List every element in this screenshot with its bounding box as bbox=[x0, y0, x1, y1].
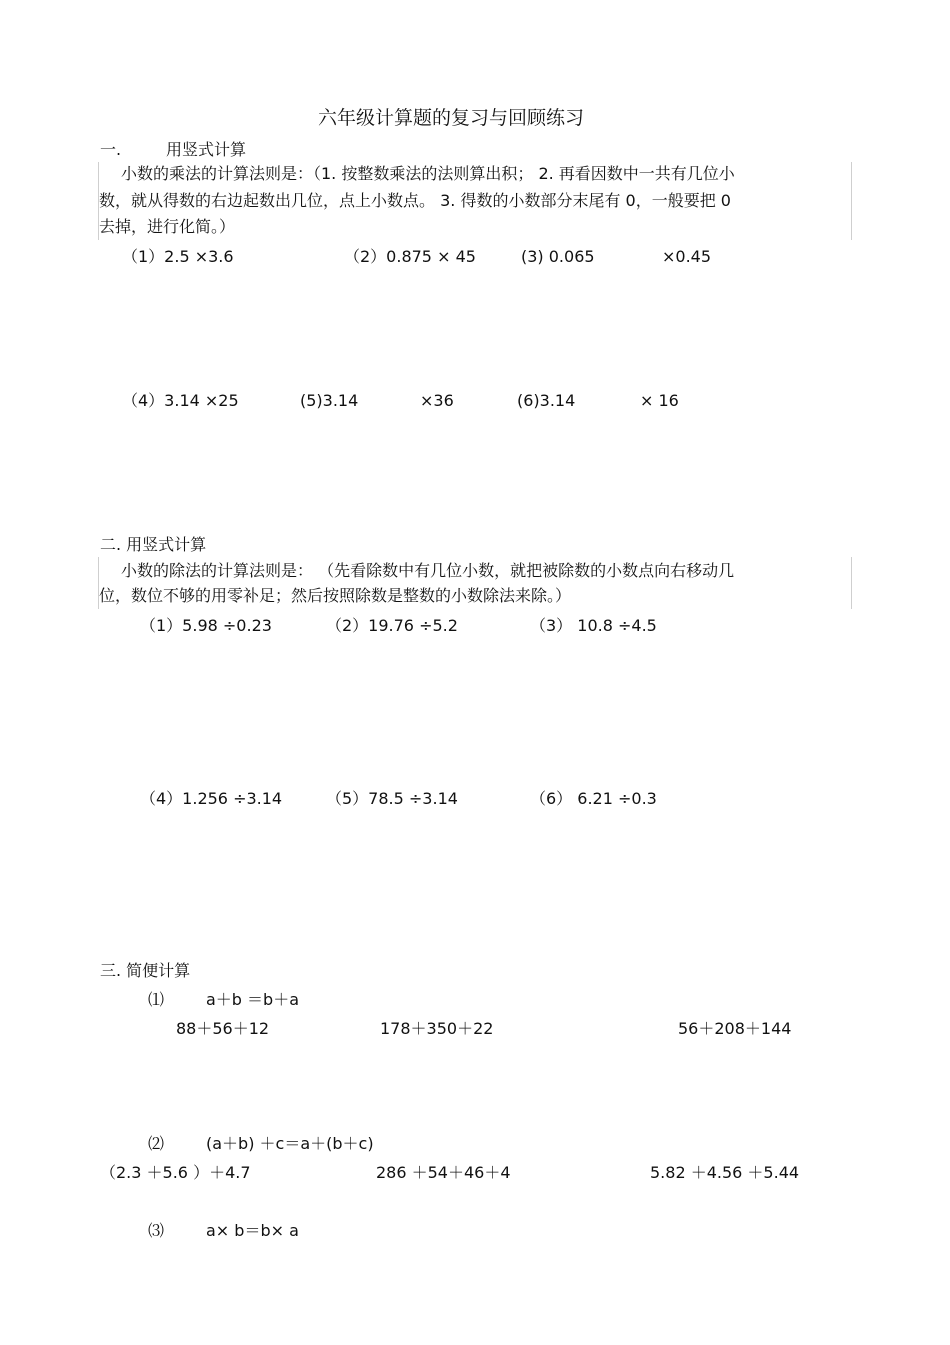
law-2-number: ⑵ bbox=[148, 1134, 165, 1153]
section-1-number: 一. bbox=[100, 140, 122, 159]
problem-3-4: （2.3 ＋5.6 ）＋4.7 bbox=[100, 1163, 251, 1182]
problem-3-3: 56＋208＋144 bbox=[678, 1019, 792, 1038]
problem-3-2: 178＋350＋22 bbox=[380, 1019, 494, 1038]
rule-line: 小数的乘法的计算法则是：（1. 按整数乘法的法则算出积； 2. 再看因数中一共有几位小 bbox=[121, 164, 735, 183]
rule-line: 小数的除法的计算法则是： （先看除数中有几位小数，就把被除数的小数点向右移动几 bbox=[121, 561, 735, 580]
problem-1-6: (6)3.14 bbox=[517, 391, 576, 410]
law-3-number: ⑶ bbox=[148, 1221, 165, 1240]
multiplication-rule-box bbox=[98, 162, 852, 240]
problem-1-3-multiplier: ×0.45 bbox=[662, 247, 712, 266]
problem-2-2: （2）19.76 ÷5.2 bbox=[326, 616, 458, 635]
rule-line: 去掉，进行化简。） bbox=[99, 217, 236, 236]
law-1-formula: a＋b ＝b＋a bbox=[206, 990, 300, 1009]
law-2-formula: (a＋b) ＋c＝a＋(b＋c) bbox=[206, 1134, 374, 1153]
problem-1-2: （2）0.875 × 45 bbox=[344, 247, 476, 266]
law-3-formula: a× b＝b× a bbox=[206, 1221, 299, 1240]
problem-1-4: （4）3.14 ×25 bbox=[122, 391, 239, 410]
problem-2-6: （6） 6.21 ÷0.3 bbox=[530, 789, 657, 808]
problem-1-1: （1）2.5 ×3.6 bbox=[122, 247, 234, 266]
law-1-number: ⑴ bbox=[148, 990, 165, 1009]
section-1-heading: 用竖式计算 bbox=[166, 140, 247, 159]
problem-1-3: (3) 0.065 bbox=[521, 247, 595, 266]
problem-1-5: (5)3.14 bbox=[300, 391, 359, 410]
section-2-heading: 二. 用竖式计算 bbox=[100, 535, 207, 554]
rule-line: 数，就从得数的右边起数出几位，点上小数点。 3. 得数的小数部分末尾有 0，一般要把 0 bbox=[99, 191, 731, 210]
section-3-heading: 三. 简便计算 bbox=[100, 961, 191, 980]
page-title: 六年级计算题的复习与回顾练习 bbox=[318, 107, 585, 129]
problem-3-1: 88＋56＋12 bbox=[176, 1019, 270, 1038]
problem-2-3: （3） 10.8 ÷4.5 bbox=[530, 616, 657, 635]
rule-line: 位，数位不够的用零补足；然后按照除数是整数的小数除法来除。） bbox=[99, 586, 572, 605]
division-rule-box bbox=[98, 557, 852, 609]
problem-3-5: 286 ＋54＋46＋4 bbox=[376, 1163, 511, 1182]
problem-1-6-multiplier: × 16 bbox=[640, 391, 679, 410]
problem-1-5-multiplier: ×36 bbox=[420, 391, 454, 410]
problem-2-1: （1）5.98 ÷0.23 bbox=[140, 616, 272, 635]
problem-2-4: （4）1.256 ÷3.14 bbox=[140, 789, 283, 808]
problem-2-5: （5）78.5 ÷3.14 bbox=[326, 789, 458, 808]
problem-3-6: 5.82 ＋4.56 ＋5.44 bbox=[650, 1163, 800, 1182]
